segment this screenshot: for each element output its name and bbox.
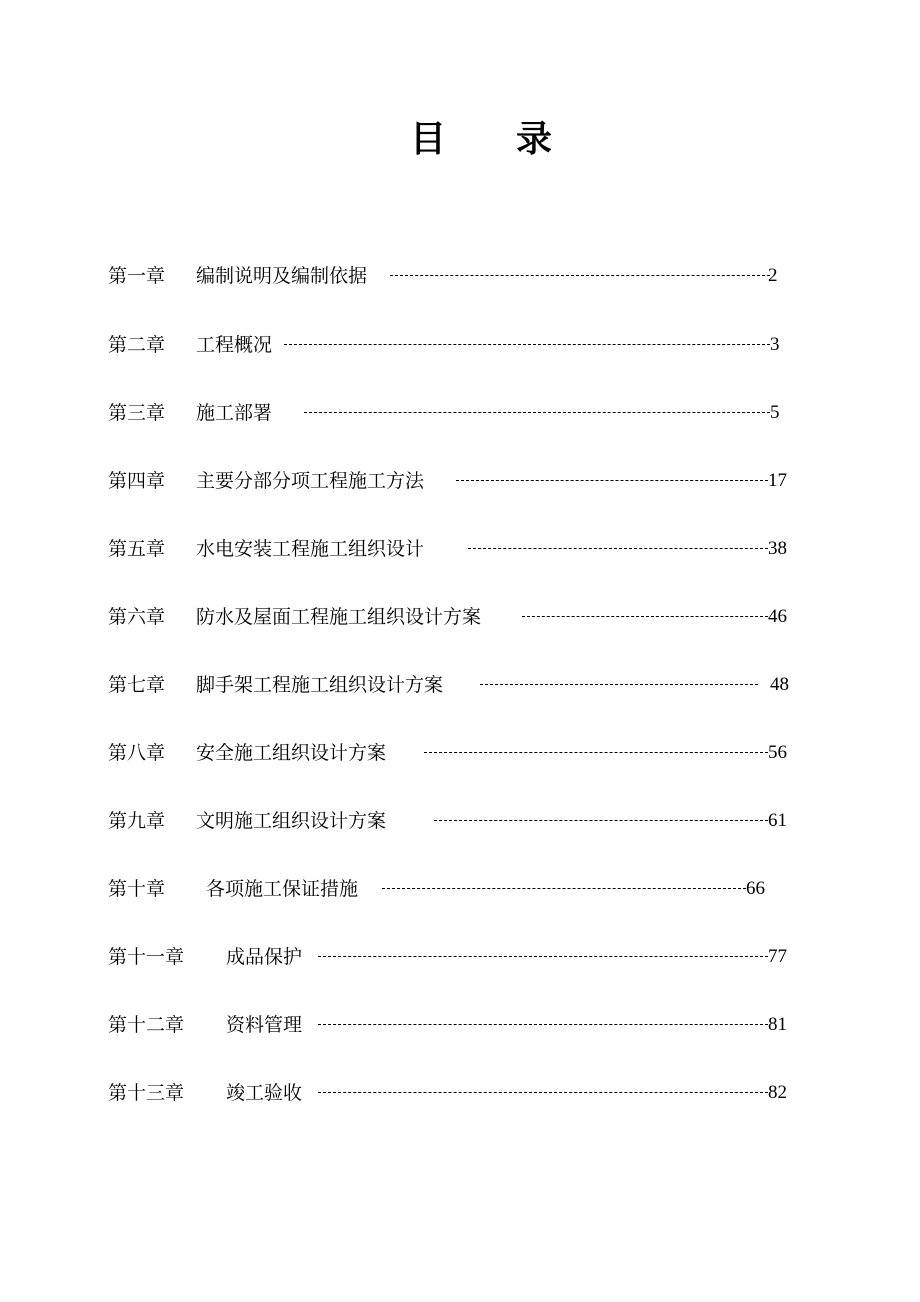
toc-chapter-number: 第十一章 xyxy=(108,946,185,968)
toc-page-number: 2 xyxy=(768,265,778,286)
toc-chapter-number: 第十二章 xyxy=(108,1014,185,1036)
toc-chapter-title: 各项施工保证措施 xyxy=(206,878,359,900)
toc-leader-line xyxy=(318,956,768,957)
toc-chapter-number: 第二章 xyxy=(108,334,166,356)
toc-page-number: 3 xyxy=(770,334,780,355)
toc-chapter-title: 主要分部分项工程施工方法 xyxy=(196,470,425,492)
toc-chapter-title: 工程概况 xyxy=(196,334,273,356)
toc-chapter-number: 第五章 xyxy=(108,538,166,560)
toc-chapter-title: 水电安装工程施工组织设计 xyxy=(196,538,425,560)
toc-page-number: 38 xyxy=(768,538,787,559)
toc-chapter-number: 第一章 xyxy=(108,265,166,287)
toc-leader-line xyxy=(390,275,770,276)
toc-chapter-number: 第四章 xyxy=(108,470,166,492)
toc-heading-char-2: 录 xyxy=(516,119,553,160)
toc-page-number: 82 xyxy=(768,1082,787,1103)
toc-chapter-title: 安全施工组织设计方案 xyxy=(196,742,387,764)
toc-leader-line xyxy=(424,752,768,753)
toc-page-number: 17 xyxy=(768,470,787,491)
toc-page-number: 61 xyxy=(768,810,787,831)
toc-chapter-title: 编制说明及编制依据 xyxy=(196,265,368,287)
toc-heading-char-1: 目 xyxy=(410,119,447,160)
toc-chapter-title: 文明施工组织设计方案 xyxy=(196,810,387,832)
toc-leader-line xyxy=(318,1024,768,1025)
toc-leader-line xyxy=(456,480,768,481)
toc-page-number: 5 xyxy=(770,402,780,423)
toc-leader-line xyxy=(480,684,758,685)
toc-chapter-title: 竣工验收 xyxy=(226,1082,303,1104)
toc-page-number: 77 xyxy=(768,946,787,967)
toc-chapter-title: 成品保护 xyxy=(226,946,303,968)
toc-leader-line xyxy=(284,344,770,345)
toc-page-number: 81 xyxy=(768,1014,787,1035)
toc-leader-line xyxy=(382,888,746,889)
toc-chapter-number: 第三章 xyxy=(108,402,166,424)
toc-page-number: 46 xyxy=(768,606,787,627)
toc-chapter-title: 防水及屋面工程施工组织设计方案 xyxy=(196,606,482,628)
toc-heading xyxy=(0,118,920,168)
toc-chapter-number: 第十三章 xyxy=(108,1082,185,1104)
toc-leader-line xyxy=(304,412,770,413)
toc-page-number: 48 xyxy=(770,674,789,695)
toc-chapter-number: 第八章 xyxy=(108,742,166,764)
toc-page-number: 56 xyxy=(768,742,787,763)
toc-chapter-title: 施工部署 xyxy=(196,402,273,424)
toc-leader-line xyxy=(468,548,768,549)
toc-chapter-number: 第十章 xyxy=(108,878,166,900)
toc-leader-line xyxy=(434,820,768,821)
toc-leader-line xyxy=(318,1092,768,1093)
toc-leader-line xyxy=(522,616,768,617)
toc-chapter-title: 资料管理 xyxy=(226,1014,303,1036)
toc-page-number: 66 xyxy=(746,878,765,899)
toc-chapter-title: 脚手架工程施工组织设计方案 xyxy=(196,674,444,696)
toc-chapter-number: 第七章 xyxy=(108,674,166,696)
toc-chapter-number: 第六章 xyxy=(108,606,166,628)
toc-chapter-number: 第九章 xyxy=(108,810,166,832)
